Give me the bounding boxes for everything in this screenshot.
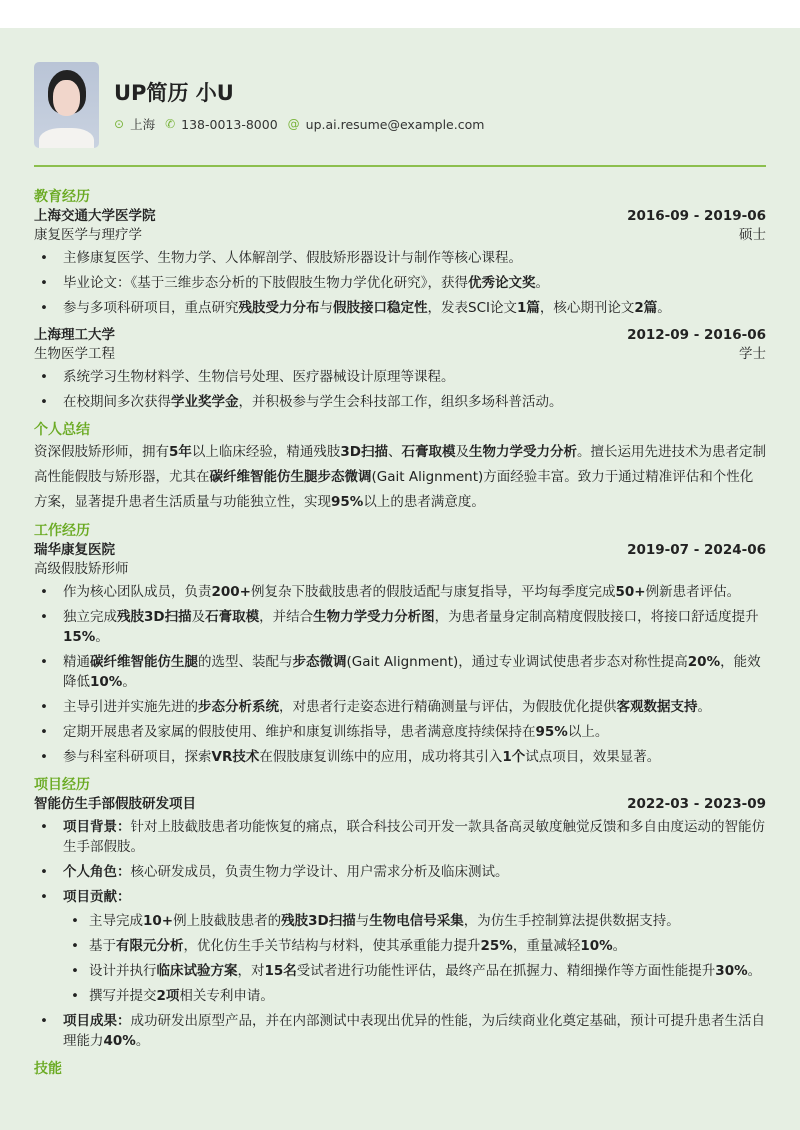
bullet-item xyxy=(34,887,766,1006)
role: 康复医学与理疗学 xyxy=(34,227,142,243)
text-segment: 。 xyxy=(122,674,136,690)
entry-header xyxy=(34,541,766,560)
bold-text: 学业奖学金 xyxy=(171,394,239,410)
text-segment: 。 xyxy=(697,699,711,715)
entry-header xyxy=(34,795,766,814)
section-0 xyxy=(34,187,766,412)
text-segment: 核心研发成员，负责生物力学设计、用户需求分析及临床测试。 xyxy=(130,864,509,880)
text-segment: 设计并执行 xyxy=(89,963,157,979)
candidate-name: UP简历 小U xyxy=(114,81,234,105)
text-segment: 基于 xyxy=(89,938,116,954)
organization: 上海交通大学医学院 xyxy=(34,208,156,224)
text-segment: 受试者进行功能性评估，最终产品在抓握力、精细操作等方面性能提升 xyxy=(296,963,716,979)
bold-text: 客观数据支持 xyxy=(616,699,698,715)
bold-text: 碳纤维智能仿生腿 xyxy=(90,654,198,670)
sub-bullet-list xyxy=(63,911,766,1006)
text-segment: 资深假肢矫形师，拥有 xyxy=(34,444,169,460)
bullet-item xyxy=(34,607,766,647)
bullet-item xyxy=(34,392,766,412)
bold-text: VR技术 xyxy=(211,749,260,765)
bullet-list xyxy=(34,248,766,318)
text-segment: 成功研发出原型产品，并在内部测试中表现出优异的性能，为后续商业化奠定基础，预计可提升患者生活自理能力 xyxy=(63,1013,765,1049)
bold-text: 200+ xyxy=(211,584,251,600)
text-segment: ，并结合 xyxy=(259,609,314,625)
text-segment: 主导完成 xyxy=(89,913,143,929)
bullet-item xyxy=(34,722,766,742)
bullet-list xyxy=(34,367,766,412)
bold-text: 15% xyxy=(63,629,96,645)
entry xyxy=(34,207,766,318)
resume-content xyxy=(34,181,766,1079)
bold-text: 5年 xyxy=(169,444,192,460)
entry-subtitle xyxy=(34,226,766,245)
text-segment: 毕业论文：《基于三维步态分析的下肢假肢生物力学优化研究》，获得 xyxy=(63,275,468,291)
header-divider xyxy=(34,165,766,167)
bullet-list xyxy=(34,582,766,767)
text-segment: 精通 xyxy=(63,654,90,670)
bold-text: 项目成果： xyxy=(63,1013,131,1029)
text-segment: 试点项目，效果显著。 xyxy=(525,749,661,765)
location-pin-icon: ⊙ xyxy=(114,117,125,131)
email-icon: @ xyxy=(287,117,300,131)
phone: 138-0013-8000 xyxy=(181,116,278,132)
bold-text: 95% xyxy=(535,724,568,740)
phone-icon: ✆ xyxy=(165,117,176,131)
section-title: 工作经历 xyxy=(34,523,90,539)
bold-text: 生物电信号采集 xyxy=(369,913,464,929)
text-segment: 。 xyxy=(747,963,762,979)
text-segment: 及 xyxy=(191,609,206,625)
bold-text: 15名 xyxy=(264,963,297,979)
summary-paragraph xyxy=(34,440,766,515)
text-segment: 针对上肢截肢患者功能恢复的痛点，联合科技公司开发一款具备高灵敏度触觉反馈和多自由度运动的智能仿生手部假肢。 xyxy=(63,819,765,855)
bold-text: 95% xyxy=(331,494,364,510)
text-segment: (Gait Alignment)，通过专业调试使患者步态对称性提高 xyxy=(346,654,688,670)
section-3 xyxy=(34,775,766,1051)
sub-bullet-item xyxy=(63,986,766,1006)
text-segment: 相关专利申请。 xyxy=(179,988,274,1004)
sub-bullet-item xyxy=(63,936,766,956)
section-4 xyxy=(34,1059,766,1079)
text-segment: ，重量减轻 xyxy=(512,938,581,954)
text-segment: ，核心期刊论文 xyxy=(539,300,635,316)
text-segment: 。 xyxy=(95,629,109,645)
role: 高级假肢矫形师 xyxy=(34,561,129,577)
bold-text: 2篇 xyxy=(634,300,658,316)
bullet-item xyxy=(34,367,766,387)
bold-text: 步态微调 xyxy=(292,654,347,670)
bullet-item xyxy=(34,298,766,318)
degree: 学士 xyxy=(739,346,766,362)
entry-header xyxy=(34,207,766,226)
date-range: 2022-03 - 2023-09 xyxy=(627,796,766,812)
text-segment: 以上。 xyxy=(567,724,609,740)
text-segment: 主导引进并实施先进的 xyxy=(63,699,198,715)
organization: 瑞华康复医院 xyxy=(34,542,115,558)
location: 上海 xyxy=(130,117,156,132)
section-title: 教育经历 xyxy=(34,189,90,205)
entry-subtitle xyxy=(34,345,766,364)
bullet-item xyxy=(34,1011,766,1051)
entry xyxy=(34,541,766,767)
section-1 xyxy=(34,420,766,515)
text-segment: 系统学习生物材料学、生物信号处理、医疗器械设计原理等课程。 xyxy=(63,369,455,385)
text-segment: 参与科室科研项目，探索 xyxy=(63,749,212,765)
bold-text: 残肢受力分布 xyxy=(238,300,320,316)
text-segment: 的选型、装配与 xyxy=(198,654,293,670)
bold-text: 项目背景： xyxy=(63,819,131,835)
text-segment: 。 xyxy=(657,300,671,316)
date-range: 2012-09 - 2016-06 xyxy=(627,327,766,343)
bold-text: 2项 xyxy=(156,988,180,1004)
bold-text: 30% xyxy=(715,963,748,979)
bullet-item xyxy=(34,817,766,857)
bold-text: 25% xyxy=(480,938,513,954)
text-segment: 主修康复医学、生物力学、人体解剖学、假肢矫形器设计与制作等核心课程。 xyxy=(63,250,522,266)
resume-page xyxy=(0,28,800,1130)
bullet-item xyxy=(34,862,766,882)
text-segment: 定期开展患者及家属的假肢使用、维护和康复训练指导，患者满意度持续保持在 xyxy=(63,724,536,740)
section-title: 个人总结 xyxy=(34,422,90,438)
section-title: 技能 xyxy=(34,1061,62,1077)
bold-text: 临床试验方案 xyxy=(156,963,238,979)
text-segment: 例上肢截肢患者的 xyxy=(173,913,282,929)
bold-text: 10+ xyxy=(143,913,174,929)
text-segment: 。 xyxy=(612,938,627,954)
organization: 上海理工大学 xyxy=(34,327,115,343)
role: 生物医学工程 xyxy=(34,346,115,362)
text-segment: 在校期间多次获得 xyxy=(63,394,171,410)
bullet-list xyxy=(34,817,766,1051)
bold-text: 个人角色： xyxy=(63,864,131,880)
text-segment: ，优化仿生手关节结构与材料，使其承重能力提升 xyxy=(183,938,481,954)
profile-photo xyxy=(34,62,99,148)
sub-bullet-item xyxy=(63,961,766,981)
entry-subtitle xyxy=(34,560,766,579)
bold-text: 步态分析系统 xyxy=(198,699,279,715)
organization: 智能仿生手部假肢研发项目 xyxy=(34,796,196,812)
bold-text: 1篇 xyxy=(516,300,540,316)
bold-text: 石膏取模 xyxy=(401,444,456,460)
degree: 硕士 xyxy=(739,227,766,243)
text-segment: 及 xyxy=(455,444,470,460)
bold-text: 生物力学受力分析图 xyxy=(313,609,435,625)
bold-text: 20% xyxy=(687,654,721,670)
text-segment: 作为核心团队成员，负责 xyxy=(63,584,212,600)
text-segment: ，对 xyxy=(237,963,265,979)
text-segment: 与 xyxy=(319,300,333,316)
sub-bullet-item xyxy=(63,911,766,931)
text-segment: 。 xyxy=(135,1033,150,1049)
text-segment: 撰写并提交 xyxy=(89,988,157,1004)
bullet-item xyxy=(34,697,766,717)
bold-text: 1个 xyxy=(502,749,526,765)
bullet-item xyxy=(34,582,766,602)
text-segment: ，对患者行走姿态进行精确测量与评估，为假肢优化提供 xyxy=(279,699,617,715)
email[interactable]: up.ai.resume@example.com xyxy=(305,116,485,132)
bold-text: 10% xyxy=(90,674,123,690)
text-segment: 以上临床经验，精通残肢 xyxy=(191,444,341,460)
date-range: 2016-09 - 2019-06 xyxy=(627,208,766,224)
text-segment: 例复杂下肢截肢患者的假肢适配与康复指导，平均每季度完成 xyxy=(251,584,616,600)
bullet-item xyxy=(34,273,766,293)
date-range: 2019-07 - 2024-06 xyxy=(627,542,766,558)
resume-header xyxy=(34,62,494,148)
bold-text: 石膏取模 xyxy=(205,609,260,625)
bold-text: 残肢3D扫描 xyxy=(117,609,192,625)
bold-text: 40% xyxy=(103,1033,136,1049)
bold-text: 10% xyxy=(580,938,613,954)
bold-text: 3D扫描 xyxy=(340,444,389,460)
entry-header xyxy=(34,326,766,345)
text-segment: 在假肢康复训练中的应用，成功将其引入 xyxy=(259,749,503,765)
text-segment: 参与多项科研项目，重点研究 xyxy=(63,300,239,316)
text-segment: 例新患者评估。 xyxy=(645,584,741,600)
bold-text: 生物力学受力分析 xyxy=(469,444,578,460)
bullet-item xyxy=(34,248,766,268)
text-segment: 以上的患者满意度。 xyxy=(363,494,485,510)
text-segment: 。 xyxy=(535,275,549,291)
text-segment: ，能效降低 xyxy=(63,654,761,690)
text-segment: ，发表SCI论文 xyxy=(427,300,517,316)
section-2 xyxy=(34,521,766,767)
bold-text: 假肢接口稳定性 xyxy=(333,300,428,316)
bold-text: 优秀论文奖 xyxy=(468,275,536,291)
bullet-item xyxy=(34,747,766,767)
entry xyxy=(34,326,766,412)
text-segment: ，为患者量身定制高精度假肢接口，将接口舒适度提升 xyxy=(434,609,759,625)
bold-text: 项目贡献： xyxy=(63,889,131,905)
bullet-item xyxy=(34,652,766,692)
text-segment: 与 xyxy=(355,913,370,929)
text-segment: 独立完成 xyxy=(63,609,117,625)
text-segment: 、 xyxy=(388,444,402,460)
text-segment: ，并积极参与学生会科技部工作，组织多场科普活动。 xyxy=(238,394,563,410)
bold-text: 碳纤维智能仿生腿步态微调 xyxy=(209,469,372,485)
section-title: 项目经历 xyxy=(34,777,90,793)
bold-text: 有限元分析 xyxy=(116,938,184,954)
bold-text: 50+ xyxy=(615,584,646,600)
text-segment: 。擅长运用先进技术为患者定制高性能假肢与矫形器，尤其在 xyxy=(34,444,767,485)
text-segment: ，为仿生手控制算法提供数据支持。 xyxy=(463,913,680,929)
text-segment: (Gait Alignment)方面经验丰富。致力于通过精准评估和个性化方案，显著提升患者生活质量与功能独立性，实现 xyxy=(34,469,754,510)
bold-text: 残肢3D扫描 xyxy=(281,913,356,929)
entry xyxy=(34,795,766,1051)
